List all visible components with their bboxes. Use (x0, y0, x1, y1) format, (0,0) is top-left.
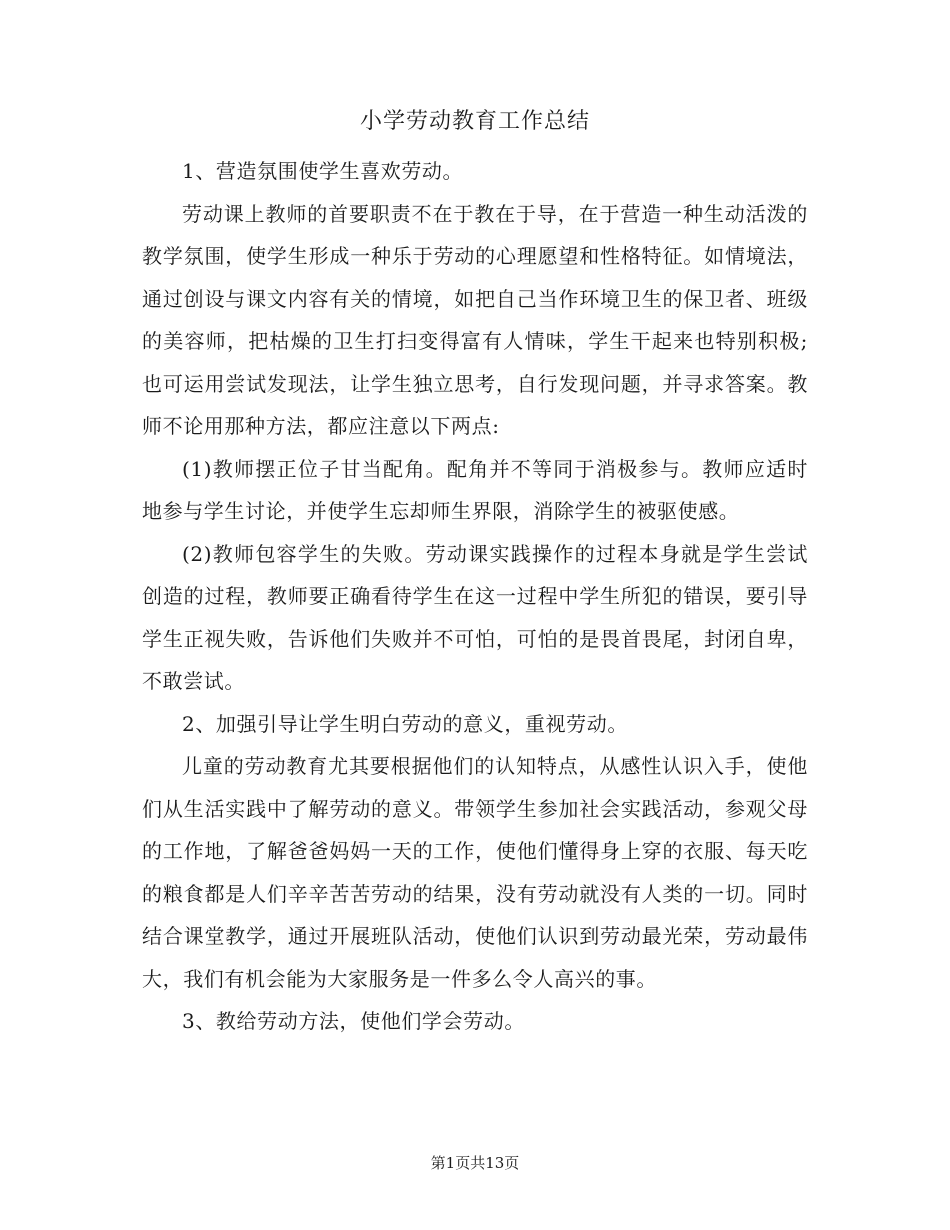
paragraph: (2)教师包容学生的失败。劳动课实践操作的过程本身就是学生尝试创造的过程，教师要正确看待学生在这一过程中学生所犯的错误，要引导学生正视失败，告诉他们失败并不可怕，可怕的是畏首畏尾，封闭自卑，不敢尝试。 (142, 541, 808, 693)
document-title: 小学劳动教育工作总结 (359, 109, 590, 134)
document-body (142, 150, 808, 1043)
paragraph: 劳动课上教师的首要职责不在于教在于导，在于营造一种生动活泼的教学氛围，使学生形成一种乐于劳动的心理愿望和性格特征。如情境法，通过创设与课文内容有关的情境，如把自己当作环境卫生的保卫者、班级的美容师，把枯燥的卫生打扫变得富有人情味，学生干起来也特别积极;也可运用尝试发现法，让学生独立思考，自行发现问题，并寻求答案。教师不论用那种方法，都应注意以下两点: (142, 201, 808, 438)
heading-2: 2、加强引导让学生明白劳动的意义，重视劳动。 (182, 711, 628, 736)
heading-1: 1、营造氛围使学生喜欢劳动。 (182, 159, 464, 183)
paragraph: 儿童的劳动教育尤其要根据他们的认知特点，从感性认识入手，使他们从生活实践中了解劳动的意义。带领学生参加社会实践活动，参观父母的工作地，了解爸爸妈妈一天的工作，使他们懂得身上穿的衣服、每天吃的粮食都是人们辛辛苦苦劳动的结果，没有劳动就没有人类的一切。同时结合课堂教学，通过开展班队活动，使他们认识到劳动最光荣，劳动最伟大，我们有机会能为大家服务是一件多么令人高兴的事。 (142, 754, 808, 991)
heading-3: 3、教给劳动方法，使他们学会劳动。 (182, 1009, 525, 1033)
page-number-footer: 第1页共13页 (430, 1154, 520, 1172)
paragraph: (1)教师摆正位子甘当配角。配角并不等同于消极参与。教师应适时地参与学生讨论，并使学生忘却师生界限，消除学生的被驱使感。 (142, 456, 808, 523)
